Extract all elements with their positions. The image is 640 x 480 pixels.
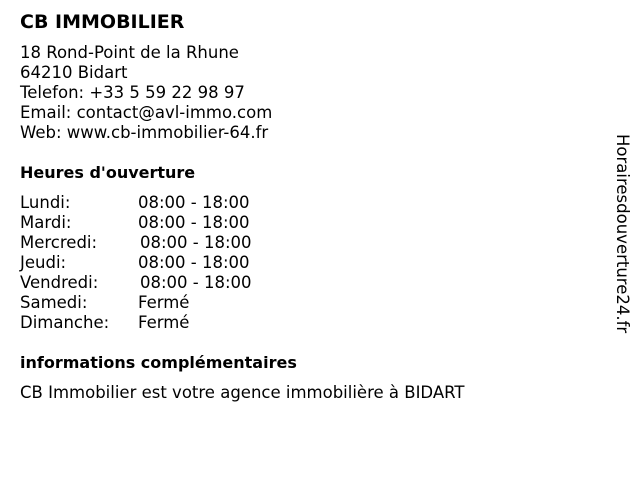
address-line-1: 18 Rond-Point de la Rhune	[20, 43, 239, 62]
day-label: Samedi:	[20, 293, 88, 312]
time-value: 08:00 - 18:00	[140, 233, 252, 252]
day-label: Vendredi:	[20, 273, 99, 292]
info-text: CB Immobilier est votre agence immobilière à BIDART	[20, 383, 465, 402]
contact-block	[20, 43, 272, 143]
time-value: 08:00 - 18:00	[138, 193, 250, 212]
watermark-text: Horairesdouverture24.fr	[613, 134, 632, 334]
address-line-2: 64210 Bidart	[20, 63, 128, 82]
email-line: Email: contact@avl-immo.com	[20, 103, 273, 122]
watermark	[600, 134, 640, 344]
hours-row-friday	[20, 273, 320, 293]
hours-table	[20, 193, 320, 333]
day-label: Mercredi:	[20, 233, 98, 252]
day-label: Mardi:	[20, 213, 72, 232]
day-label: Jeudi:	[20, 253, 67, 272]
company-name: CB IMMOBILIER	[20, 11, 185, 33]
hours-heading: Heures d'ouverture	[20, 163, 196, 182]
time-value: 08:00 - 18:00	[138, 213, 250, 232]
time-value: 08:00 - 18:00	[140, 273, 252, 292]
hours-row-tuesday	[20, 213, 320, 233]
hours-row-monday	[20, 193, 320, 213]
time-value: Fermé	[138, 293, 190, 312]
day-label: Dimanche:	[20, 313, 110, 332]
time-value: Fermé	[138, 313, 190, 332]
phone-line: Telefon: +33 5 59 22 98 97	[20, 83, 245, 102]
day-label: Lundi:	[20, 193, 71, 212]
hours-row-thursday	[20, 253, 320, 273]
hours-row-sunday	[20, 313, 320, 333]
hours-row-saturday	[20, 293, 320, 313]
info-heading: informations complémentaires	[20, 353, 297, 372]
time-value: 08:00 - 18:00	[138, 253, 250, 272]
web-line: Web: www.cb-immobilier-64.fr	[20, 123, 269, 142]
hours-row-wednesday	[20, 233, 320, 253]
